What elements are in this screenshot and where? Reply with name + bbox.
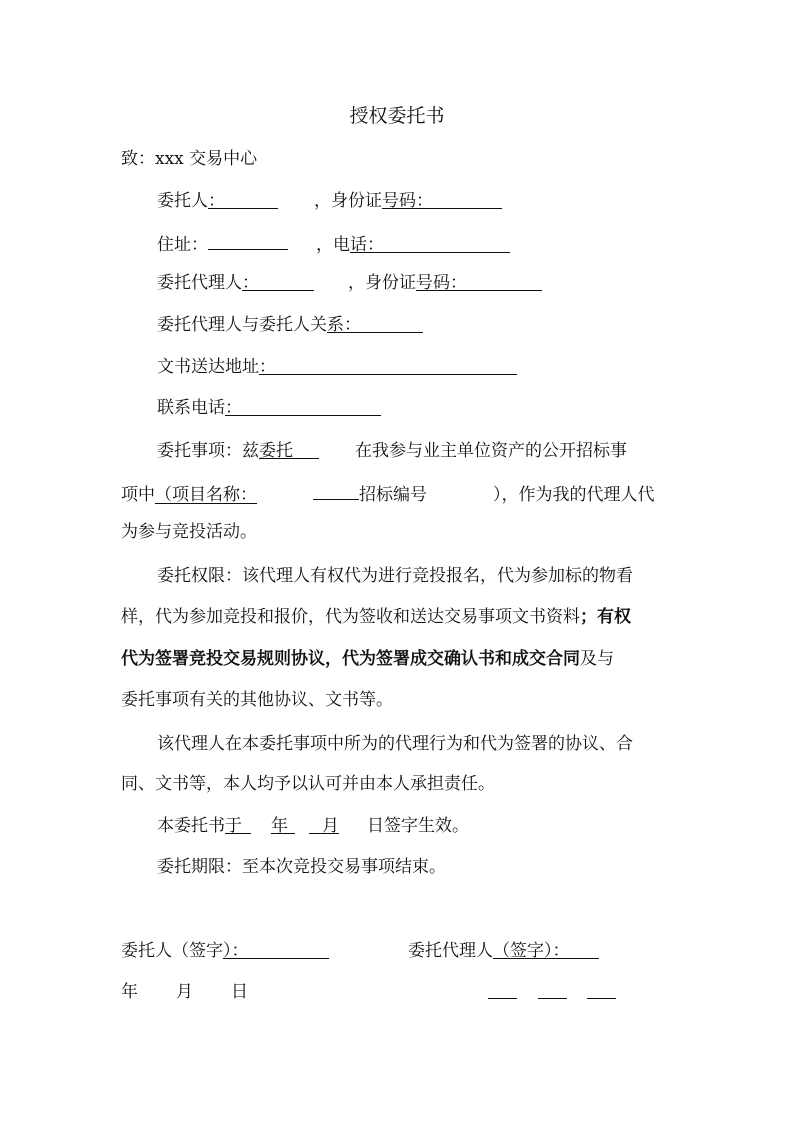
acknowledge-line-1: 该代理人在本委托事项中所为的代理行为和代为签署的协议、合 [157, 734, 633, 754]
matter-blank[interactable]: 委托 [259, 440, 319, 459]
authority-line-3: 代为签署竞投交易规则协议，代为签署成交确认书和成交合同及与 [121, 649, 614, 669]
acknowledge-line-2: 同、文书等，本人均予以认可并由本人承担责任。 [121, 774, 495, 794]
agent-date-month-blank[interactable] [538, 998, 567, 999]
principal-id-label: ，身份证 [314, 191, 382, 211]
matter-line-2: 项中（项目名称： 招标编号 ），作为我的代理人代 [121, 481, 655, 506]
contact-phone-line [157, 397, 381, 419]
relation-label: 委托代理人与委托人关 [157, 315, 327, 335]
principal-line [157, 190, 502, 212]
agent-signature-field[interactable]: （签字）： [493, 940, 599, 959]
project-name-field[interactable] [313, 481, 359, 500]
address-field[interactable] [208, 231, 288, 250]
agent-line [157, 272, 542, 294]
addressee: 致：xxx 交易中心 [121, 149, 258, 169]
project-name-label: （项目名称： [155, 485, 257, 505]
agent-label: 委托代理人 [157, 273, 242, 293]
contact-phone-label: 联系电话 [157, 398, 225, 418]
matter-line-1: 委托事项：兹委托 在我参与业主单位资产的公开招标事 [157, 441, 627, 461]
effective-date-line: 本委托书于 年 月 日签字生效。 [157, 816, 469, 836]
principal-date [121, 981, 248, 1003]
agent-date-year-blank[interactable] [488, 998, 517, 999]
delivery-address-field[interactable]: ： [259, 356, 517, 375]
principal-date-day: 日 [231, 982, 248, 1002]
principal-name-field[interactable]: ： [208, 190, 278, 209]
principal-label: 委托人 [157, 191, 208, 211]
principal-signature: 委托人（签字）： [121, 940, 329, 962]
authority-line-2: 样，代为参加竞投和报价，代为签收和送达交易事项文书资料；有权 [121, 607, 631, 627]
principal-signature-field[interactable]: ）： [223, 940, 329, 959]
agent-name-field[interactable]: ： [242, 272, 314, 291]
principal-date-year: 年 [121, 982, 138, 1002]
effective-month-field[interactable]: 年 [271, 815, 295, 834]
relation-line [157, 314, 423, 336]
phone-field[interactable]: 话： [350, 234, 510, 253]
effective-day-field[interactable]: 月 [309, 815, 339, 834]
contact-phone-field[interactable]: ： [225, 397, 381, 416]
document-title: 授权委托书 [349, 105, 445, 127]
period-line: 委托期限：至本次竞投交易事项结束。 [157, 857, 446, 877]
address-line [157, 231, 510, 256]
authority-line-4: 委托事项有关的其他协议、文书等。 [121, 690, 393, 710]
delivery-address-label: 文书送达地址 [157, 357, 259, 377]
effective-year-field[interactable]: 于 [225, 815, 251, 834]
authority-line-1: 委托权限：该代理人有权代为进行竞投报名，代为参加标的物看 [157, 566, 633, 586]
relation-field[interactable]: 系： [327, 314, 423, 333]
principal-date-month: 月 [176, 982, 193, 1002]
address-label: 住址： [157, 235, 208, 255]
agent-date-day-blank[interactable] [587, 998, 616, 999]
delivery-address-line [157, 356, 517, 378]
phone-label: ，电 [316, 235, 350, 255]
tender-number-label: 招标编号 [359, 485, 427, 505]
matter-line-3: 为参与竞投活动。 [121, 522, 257, 542]
principal-id-field[interactable]: 号码： [382, 190, 502, 209]
agent-id-field[interactable]: 号码： [416, 272, 542, 291]
agent-id-label: ，身份证 [348, 273, 416, 293]
agent-signature: 委托代理人（签字）： [408, 940, 599, 962]
